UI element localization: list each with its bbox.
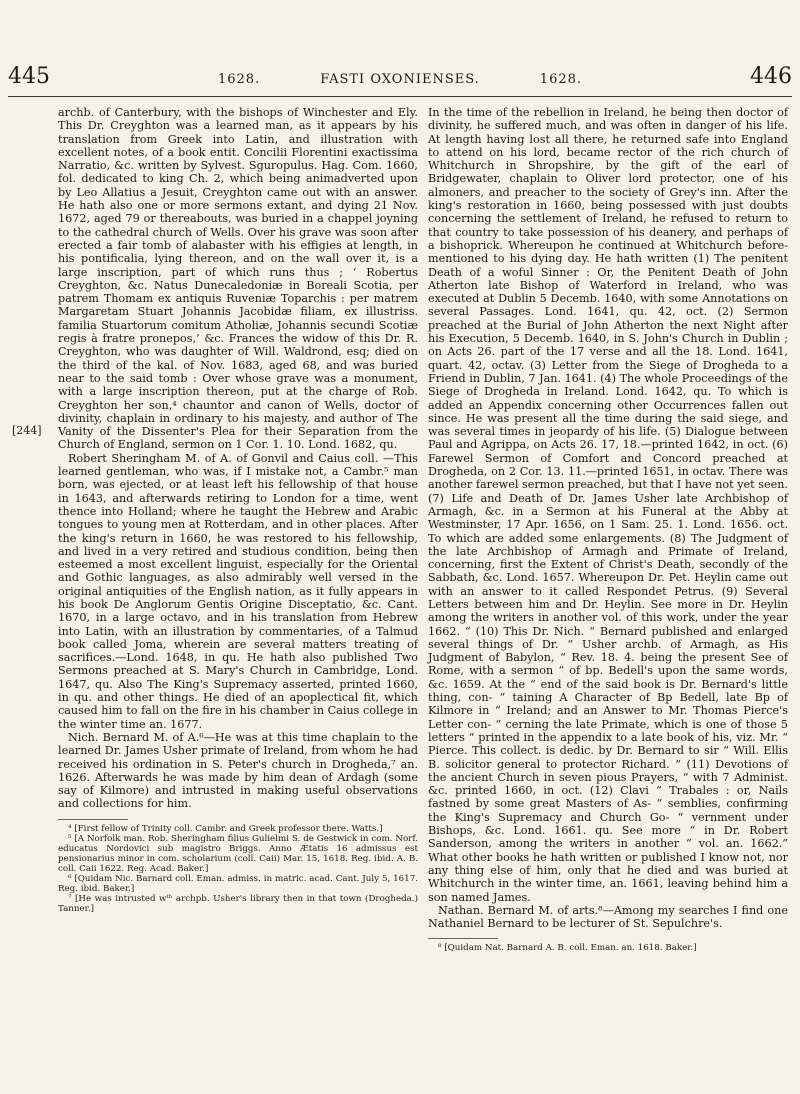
paragraph: Robert Sheringham M. of A. of Gonvil and Caius coll. —This learned gentleman, who was, if I mistake not, a Cambr.⁵ man born, was ejected, or at least left his fellowship of that house in 1643, and afterwards retiring to London for a time, went thence into Holland; where he taught the Hebrew and Arabic tongues to young men at Rotterdam, and in other places. After the king's return in 1660, he was restored to his fellowship, and lived in a very retired and studious condition, being then esteemed a most excellent linguist, especially for the Oriental and Gothic languages, as also admirably well versed in the original antiquities of the English nation, as it fully appears in his book De Anglorum Gentis Origine Disceptatio, &c. Cant. 1670, in a large octavo, and in his translation from Hebrew into Latin, with an illustration by commentaries, of a Talmud book called Joma, wherein are several matters treating of sacrifices.—Lond. 1648, in qu. He hath also published Two Sermons preached at S. Mary's Church in Cambridge, Lond. 1647, qu. Also The King's Supremacy asserted, printed 1660, in qu. and other things. He died of an apoplectical fit, which caused him to fall on the fire in his chamber in Caius college in the winter time an. 1677. (58, 451, 418, 731)
footnote: ⁸ [Quidam Nat. Barnard A. B. coll. Eman. an. 1618. Baker.] (438, 943, 697, 954)
footnote: ⁷ [He was intrusted wᵗʰ archpb. Usher's library then in that town (Drogheda.) Tanner.] (58, 893, 418, 914)
right-column (428, 106, 788, 953)
header-center (218, 72, 582, 87)
page-number-left: 445 (8, 64, 50, 89)
footnote-rule (428, 938, 498, 939)
paragraph: In the time of the rebellion in Ireland, he being then doctor of divinity, he suffered much, and was often in danger of his life. At length having lost all there, he returned safe into England to attend on his lord, became rector of the rich church of Whitchurch in Shropshire, by the gift of the earl of Bridgewater, chaplain to Oliver lord protector, one of his almoners, and preacher to the society of Grey's inn. After the king's restoration in 1660, being possessed with just doubts concerning the settlement of Ireland, he refused to return to that country to take possession of his deanery, and perhaps of a bishoprick. Whereupon he continued at Whitchurch before-mentioned to his dying day. He hath written (1) The penitent Death of a woful Sinner : Or, the Penitent Death of John Atherton late Bishop of Waterford in Ireland, who was executed at Dublin 5 Decemb. 1640, with some Annotations on several Passages. Lond. 1641, qu. 42, oct. (2) Sermon preached at the Burial of John Atherton the next Night after his Execution, 5 Decemb. 1640, in S. John's Church in Dublin ; on Acts 26. part of the 17 verse and all the 18. Lond. 1641, quart. 42, octav. (3) Letter from the Siege of Drogheda to a Friend in Dublin, 7 Jan. 1641. (4) The whole Proceedings of the Siege of Drogheda in Ireland. Lond. 1642, qu. To which is added an Appendix concerning other Occurrences fallen out since. He was present all the time during the said siege, and was several times in jeopardy of his life. (5) Dialogue between Paul and Agrippa, on Acts 26. 17, 18.—printed 1642, in oct. (6) Farewel Sermon of Comfort and Concord preached at Drogheda, on 2 Cor. 13. 11.—printed 1651, in octav. There was another farewel sermon preached, but that I have not yet seen. (7) Life and Death of Dr. James Usher late Archbishop of Armagh, &c. in a Sermon at his Funeral at the Abby at Westminster, 17 Apr. 1656, on 1 Sam. 25. 1. Lond. 1656. oct. To which are added some enlargements. (8) The Judgment of the late Archbishop of Armagh and Primate of Ireland, concerning, first the Extent of Christ's Death, secondly of the Sabbath, &c. Lond. 1657. Whereupon Dr. Pet. Heylin came out with an answer to it called Respondet Petrus. (9) Several Letters between him and Dr. Heylin. See more in Dr. Heylin among the writers in another vol. of this work, under the year 1662. “ (10) This Dr. Nich. “ Bernard published and enlarged several things of Dr. “ Usher archb. of Armagh, as His Judgment of Babylon, “ Rev. 18. 4. being the present See of Rome, with a sermon “ of bp. Bedell's upon the same words, &c. 1659. At the “ end of the said book is Dr. Bernard's little thing, con- “ taining A Character of Bp Bedell, late Bp of Kilmore in “ Ireland; and an Answer to Mr. Thomas Pierce's Letter con- “ cerning the late Primate, which is one of those 5 letters “ printed in the appendix to a late book of his, viz. Mr. “ Pierce. This collect. is dedic. by Dr. Bernard to sir “ Will. Ellis B. solicitor general to protector Richard. “ (11) Devotions of the ancient Church in seven pious Prayers, “ with 7 Administ. &c. printed 1660, in oct. (12) Clavi “ Trabales : or, Nails fastned by some great Masters of As- “ semblies, confirming the King's Supremacy and Church Go- “ vernment under Bishops, &c. Lond. 1661. qu. See more “ in Dr. Robert Sanderson, among the writers in another “ vol. an. 1662.” What other books he hath written or published I know not, nor any thing else of him, only that he died and was buried at Whitchurch in the winter time, an. 1661, leaving behind him a son named James. (428, 106, 788, 904)
header-year-left: 1628. (217, 72, 261, 87)
footnote-rule (58, 819, 128, 820)
header-title: FASTI OXONIENSES. (320, 72, 480, 87)
left-column (58, 106, 418, 914)
footnote: ⁶ [Quidam Nic. Barnard coll. Eman. admiss. in matric. acad. Cant. July 5, 1617. Reg. ibid. Baker.] (58, 873, 418, 894)
margin-page-note: [244] (12, 424, 42, 437)
paragraph: Nich. Bernard M. of A.⁶—He was at this time chaplain to the learned Dr. James Usher primate of Ireland, from whom he had received his ordination in S. Peter's church in Drogheda,⁷ an. 1626. Afterwards he was made by him dean of Ardagh (some say of Kilmore) and intrusted in making useful observations and collections for him. (58, 730, 418, 811)
header-year-right: 1628. (539, 72, 583, 87)
header-rule (8, 96, 792, 97)
footnote: ⁵ [A Norfolk man. Rob. Sheringham filius Gulielmi S. de Gestwick in com. Norf. educatus Nordovici sub magistro Briggs. Anno Ætatis 16 admissus est pensionarius minor in com. scholarium (coll. Caii) Mar. 15, 1618. Reg. ibid. A. B. coll. Caii 1622. Reg. Acad. Baker.] (58, 833, 418, 874)
page-number-right: 446 (750, 64, 792, 89)
footnote: ⁴ [First fellow of Trinity coll. Cambr. and Greek professor there. Watts.] (68, 823, 383, 834)
paragraph: archb. of Canterbury, with the bishops of Winchester and Ely. This Dr. Creyghton was a learned man, as it appears by his translation from Greek into Latin, and illustration with excellent notes, of a book entit. Concilii Florentini exactissima Narratio, &c. written by Sylvest. Sguropulus. Hag. Com. 1660, fol. dedicated to king Ch. 2, which being animadverted upon by Leo Allatius a Jesuit, Creyghton came out with an answer. He hath also one or more sermons extant, and dying 21 Nov. 1672, aged 79 or thereabouts, was buried in a chappel joyning to the cathedral church of Wells. Over his grave was soon after erected a fair tomb of alabaster with his effigies at length, in his pontificalia, lying thereon, and on the wall over it, is a large inscription, part of which runs thus ; ‘ Robertus Creyghton, &c. Natus Dunecaledoniæ in Boreali Scotia, per patrem Thomam ex antiquis Ruveniæ Toparchis : per matrem Margaretam Stuart Johannis Jacobidæ filiam, ex illustriss. familia Stuartorum comitum Atholiæ, Johannis secundi Scotiæ regis à fratre pronepos,’ &c. Frances the widow of this Dr. R. Creyghton, who was daughter of Will. Waldrond, esq; died on the third of the kal. of Nov. 1683, aged 68, and was buried near to the said tomb : Over whose grave was a monument, with a large inscription thereon, put at the charge of Rob. Creyghton her son,⁴ chauntor and canon of Wells, doctor of divinity, chaplain in ordinary to his majesty, and author of The Vanity of the Dissenter's Plea for their Separation from the Church of England, sermon on 1 Cor. 1. 10. Lond. 1682, qu. (58, 106, 418, 452)
running-header (8, 64, 792, 92)
paragraph: Nathan. Bernard M. of arts.⁸—Among my searches I find one Nathaniel Bernard to be lecturer of St. Sepulchre's. (428, 903, 788, 931)
